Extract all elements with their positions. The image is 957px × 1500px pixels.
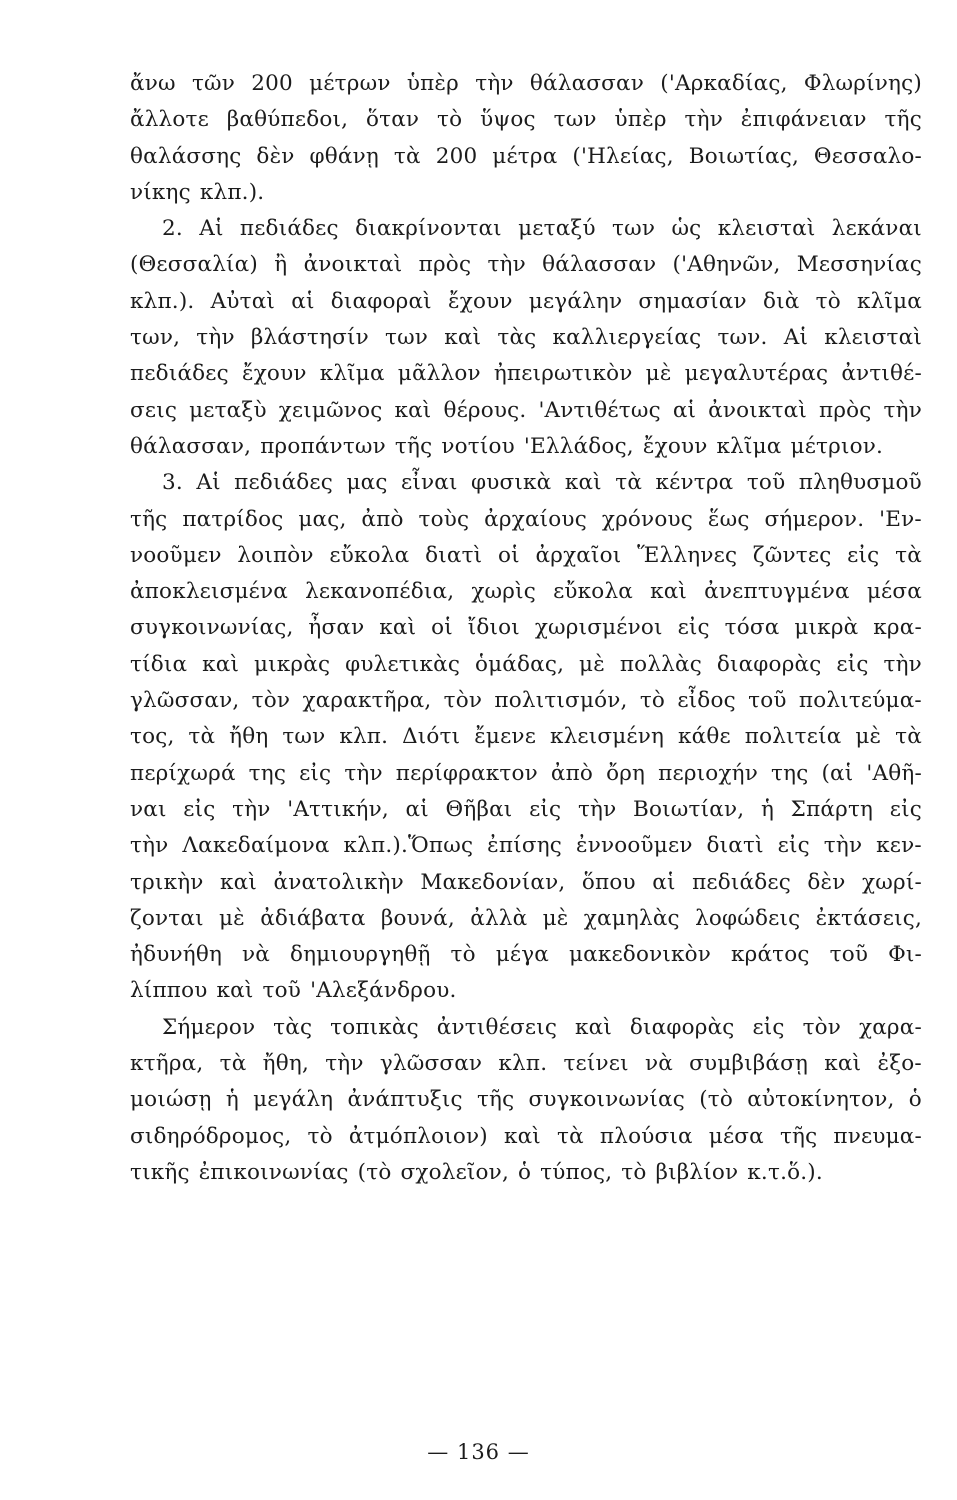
text-line: συγκοινωνίας, ἦσαν καὶ οἱ ἴδιοι χωρισμένοι εἰς τόσα μικρὰ κρα- (130, 615, 922, 641)
text-line: πεδιάδες ἔχουν κλῖμα μᾶλλον ἠπειρωτικὸν μὲ μεγαλυτέρας ἀντιθέ- (130, 361, 922, 387)
body-text (130, 66, 922, 1191)
text-line: θάλασσαν, προπάντων τῆς νοτίου 'Ελλάδος, ἔχουν κλῖμα μέτριον. (130, 433, 884, 459)
text-line: σεις μεταξὺ χειμῶνος καὶ θέρους. 'Αντιθέτως αἱ ἀνοικταὶ πρὸς τὴν (130, 397, 922, 423)
text-line: σιδηρόδρομος, τὸ ἀτμόπλοιον) καὶ τὰ πλούσια μέσα τῆς πνευμα- (130, 1123, 922, 1149)
text-line: τικῆς ἐπικοινωνίας (τὸ σχολεῖον, ὁ τύπος, τὸ βιβλίον κ.τ.ὅ.). (130, 1159, 823, 1185)
text-line: τῆς πατρίδος μας, ἀπὸ τοὺς ἀρχαίους χρόνους ἕως σήμερον. 'Εν- (130, 506, 922, 532)
text-line: 3. Αἱ πεδιάδες μας εἶναι φυσικὰ καὶ τὰ κέντρα τοῦ πληθυσμοῦ (162, 470, 922, 496)
text-line: (Θεσσαλία) ἢ ἀνοικταὶ πρὸς τὴν θάλασσαν ('Αθηνῶν, Μεσσηνίας (130, 252, 922, 278)
page-number: — 136 — (427, 1440, 530, 1464)
text-line: ἀποκλεισμένα λεκανοπέδια, χωρὶς εὔκολα καὶ ἀνεπτυγμένα μέσα (130, 579, 922, 605)
text-line: τρικὴν καὶ ἀνατολικὴν Μακεδονίαν, ὅπου αἱ πεδιάδες δὲν χωρί- (130, 869, 922, 895)
text-line: ζονται μὲ ἀδιάβατα βουνά, ἀλλὰ μὲ χαμηλὰς λοφώδεις ἐκτάσεις, (130, 905, 922, 931)
text-line: ἄνω τῶν 200 μέτρων ὑπὲρ τὴν θάλασσαν ('Αρκαδίας, Φλωρίνης) (130, 71, 922, 96)
text-line: γλῶσσαν, τὸν χαρακτῆρα, τὸν πολιτισμόν, τὸ εἶδος τοῦ πολιτεύμα- (130, 688, 922, 714)
text-line: Σήμερον τὰς τοπικὰς ἀντιθέσεις καὶ διαφορὰς εἰς τὸν χαρα- (162, 1014, 922, 1040)
text-line: νίκης κλπ.). (130, 179, 265, 205)
text-line: κλπ.). Αὐταὶ αἱ διαφοραὶ ἔχουν μεγάλην σημασίαν διὰ τὸ κλῖμα (130, 288, 922, 314)
text-line: τὴν Λακεδαίμονα κλπ.).Ὅπως ἐπίσης ἐννοοῦμεν διατὶ εἰς τὴν κεν- (130, 833, 922, 859)
text-line: ἠδυνήθη νὰ δημιουργηθῇ τὸ μέγα μακεδονικὸν κράτος τοῦ Φι- (130, 942, 922, 968)
text-line: των, τὴν βλάστησίν των καὶ τὰς καλλιεργείας των. Αἱ κλεισταὶ (130, 325, 922, 351)
text-line: τος, τὰ ἤθη των κλπ. Διότι ἔμενε κλεισμένη κάθε πολιτεία μὲ τὰ (130, 724, 922, 750)
text-line: ναι εἰς τὴν 'Αττικήν, αἱ Θῆβαι εἰς τὴν Βοιωτίαν, ἡ Σπάρτη εἰς (130, 796, 922, 822)
text-line: τίδια καὶ μικρὰς φυλετικὰς ὁμάδας, μὲ πολλὰς διαφορὰς εἰς τὴν (130, 651, 922, 677)
text-line: περίχωρά της εἰς τὴν περίφρακτον ἀπὸ ὄρη περιοχήν της (αἱ 'Αθῆ- (130, 760, 922, 786)
text-line: λίππου καὶ τοῦ 'Αλεξάνδρου. (130, 978, 457, 1004)
text-line: κτῆρα, τὰ ἤθη, τὴν γλῶσσαν κλπ. τείνει νὰ συμβιβάσῃ καὶ ἐξο- (130, 1051, 922, 1077)
text-line: 2. Αἱ πεδιάδες διακρίνονται μεταξύ των ὡς κλεισταὶ λεκάναι (162, 216, 922, 242)
text-line: μοιώσῃ ἡ μεγάλη ἀνάπτυξις τῆς συγκοινωνίας (τὸ αὐτοκίνητον, ὁ (130, 1087, 922, 1113)
text-line: ἄλλοτε βαθύπεδοι, ὅταν τὸ ὕψος των ὑπὲρ τὴν ἐπιφάνειαν τῆς (130, 107, 922, 133)
text-line: θαλάσσης δὲν φθάνῃ τὰ 200 μέτρα ('Ηλείας, Βοιωτίας, Θεσσαλο- (130, 143, 922, 169)
text-line: νοοῦμεν λοιπὸν εὔκολα διατὶ οἱ ἀρχαῖοι Ἕλληνες ζῶντες εἰς τὰ (130, 542, 922, 568)
